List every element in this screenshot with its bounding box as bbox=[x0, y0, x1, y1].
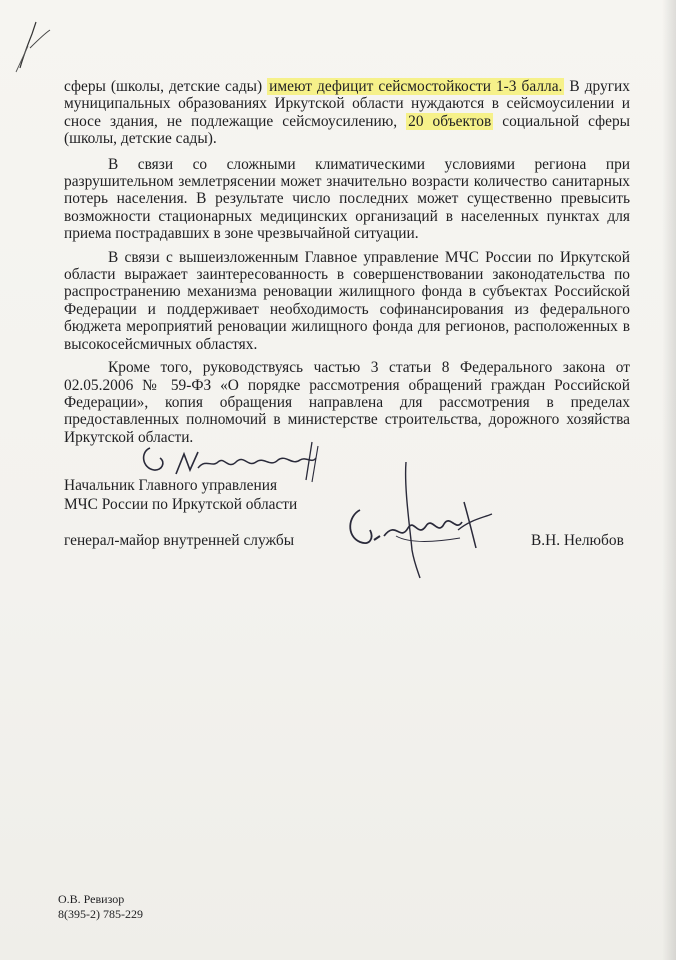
paragraph-2: В связи со сложными климатическими условиями региона при разрушительном землетрясении может значительно возрасти количество санитарных потерь населения. В результате число последних может существенно превысить возможности стационарных медицинских организаций в населенных пунктах для приема пострадавших в зоне чрезвычайной ситуации. bbox=[64, 155, 630, 243]
executor-name: О.В. Ревизор bbox=[58, 892, 125, 906]
signer-title-line-2: МЧС России по Иркутской области bbox=[64, 496, 298, 513]
signer-name: В.Н. Нелюбов bbox=[531, 532, 624, 549]
handwritten-signature bbox=[340, 458, 500, 582]
executor-footer bbox=[58, 892, 143, 922]
signer-title bbox=[64, 476, 297, 514]
paragraph-3: В связи с вышеизложенным Главное управление МЧС России по Иркутской области выражает заинтересованность в совершенствовании законодательства по распространению механизма реновации жилищного фонда в субъектах Российской Федерации и поддерживает необходимость софинансирования из федерального бюджета мероприятий реновации жилищного фонда для регионов, расположенных в высокосейсмичных областях. bbox=[64, 248, 630, 353]
para1-end: социальной сферы (школы, детские сады). bbox=[64, 112, 630, 148]
highlighted-object-count: 20 объектов bbox=[408, 112, 492, 130]
highlighted-deficit-text: имеют дефицит сейсмостойкости 1-3 балла. bbox=[269, 78, 563, 95]
corner-pen-mark bbox=[6, 8, 66, 78]
document-body bbox=[64, 78, 630, 446]
signer-rank: генерал-майор внутренней службы bbox=[64, 532, 295, 549]
paragraph-1 bbox=[64, 78, 630, 148]
paragraph-4: Кроме того, руководствуясь частью 3 статьи 8 Федерального закона от 02.05.2006 № 59-ФЗ «О порядке рассмотрения обращений граждан Российской Федерации», копия обращения направлена для рассмотрения в пределах предоставленных полномочий в министерстве строительства, дорожного хозяйства Иркутской области. bbox=[64, 359, 630, 446]
signer-title-line-1: Начальник Главного управления bbox=[64, 477, 278, 494]
para1-middle: В других муниципальных образованиях Иркутской области нуждаются в сейсмоусилении и сносе здания, не подлежащие сейсмоусилению, bbox=[64, 78, 630, 130]
para1-start: сферы (школы, детские сады) bbox=[64, 78, 268, 95]
page-edge-shadow bbox=[662, 0, 676, 960]
executor-phone: 8(395-2) 785-229 bbox=[58, 907, 143, 921]
